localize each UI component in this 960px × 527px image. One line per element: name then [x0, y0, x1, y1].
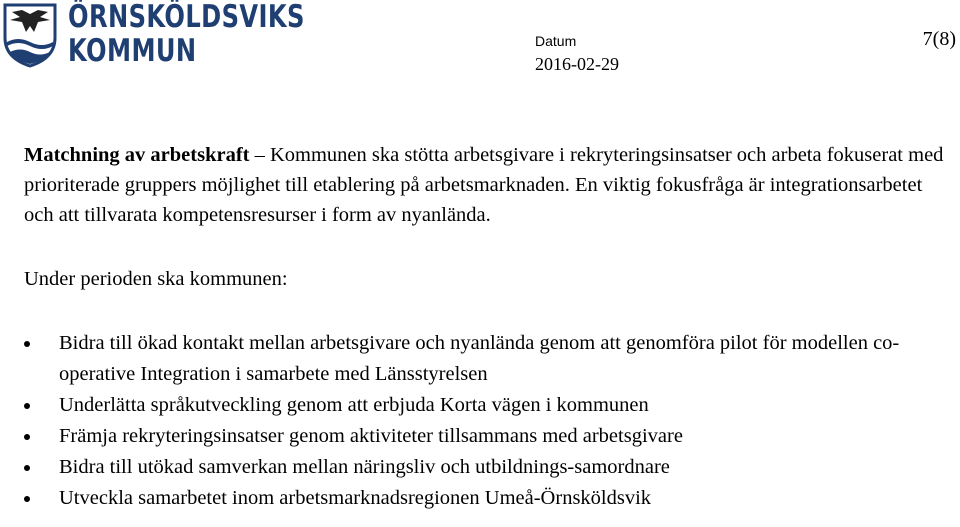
list-item: Främja rekryteringsinsatser genom aktiviteter tillsammans med arbetsgivare — [24, 421, 954, 452]
bullet-icon — [24, 341, 30, 347]
paragraph-text: – Kommunen ska stötta arbetsgivare i rekryteringsinsatser och arbeta fokuserat med prioriterade gruppers möjlighet till etablering på arbetsmarknaden. En viktig fokusfråga är integrationsarbetet och att tillvarata kompetensresurser i form av nyanlända. — [24, 144, 944, 226]
date-value: 2016-02-29 — [535, 54, 619, 74]
list-item: Underlätta språkutveckling genom att erbjuda Korta vägen i kommunen — [24, 390, 954, 421]
paragraph-heading: Matchning av arbetskraft — [24, 144, 250, 166]
org-name-line2: KOMMUN — [68, 33, 197, 69]
document-body — [24, 140, 954, 514]
municipality-logo — [2, 0, 305, 70]
coat-of-arms-icon — [2, 2, 58, 68]
date-label: Datum — [535, 33, 577, 49]
list-item: Bidra till utökad samverkan mellan näringsliv och utbildnings-samordnare — [24, 452, 954, 483]
paragraph-matchning — [24, 140, 954, 230]
intro-text: Under perioden ska kommunen: — [24, 268, 288, 290]
list-item: Bidra till ökad kontakt mellan arbetsgivare och nyanlända genom att genomföra pilot för modellen co-operative Integration i samarbete med Länsstyrelsen — [24, 328, 954, 390]
bullet-icon — [24, 403, 30, 409]
bullet-list — [24, 328, 954, 514]
org-name-line1: ÖRNSKÖLDSVIKS — [68, 0, 305, 35]
bullet-icon — [24, 465, 30, 471]
list-item: Utveckla samarbetet inom arbetsmarknadsregionen Umeå-Örnsköldsvik — [24, 483, 954, 514]
bullet-icon — [24, 434, 30, 440]
bullet-icon — [24, 496, 30, 502]
page-number: 7(8) — [922, 28, 956, 50]
